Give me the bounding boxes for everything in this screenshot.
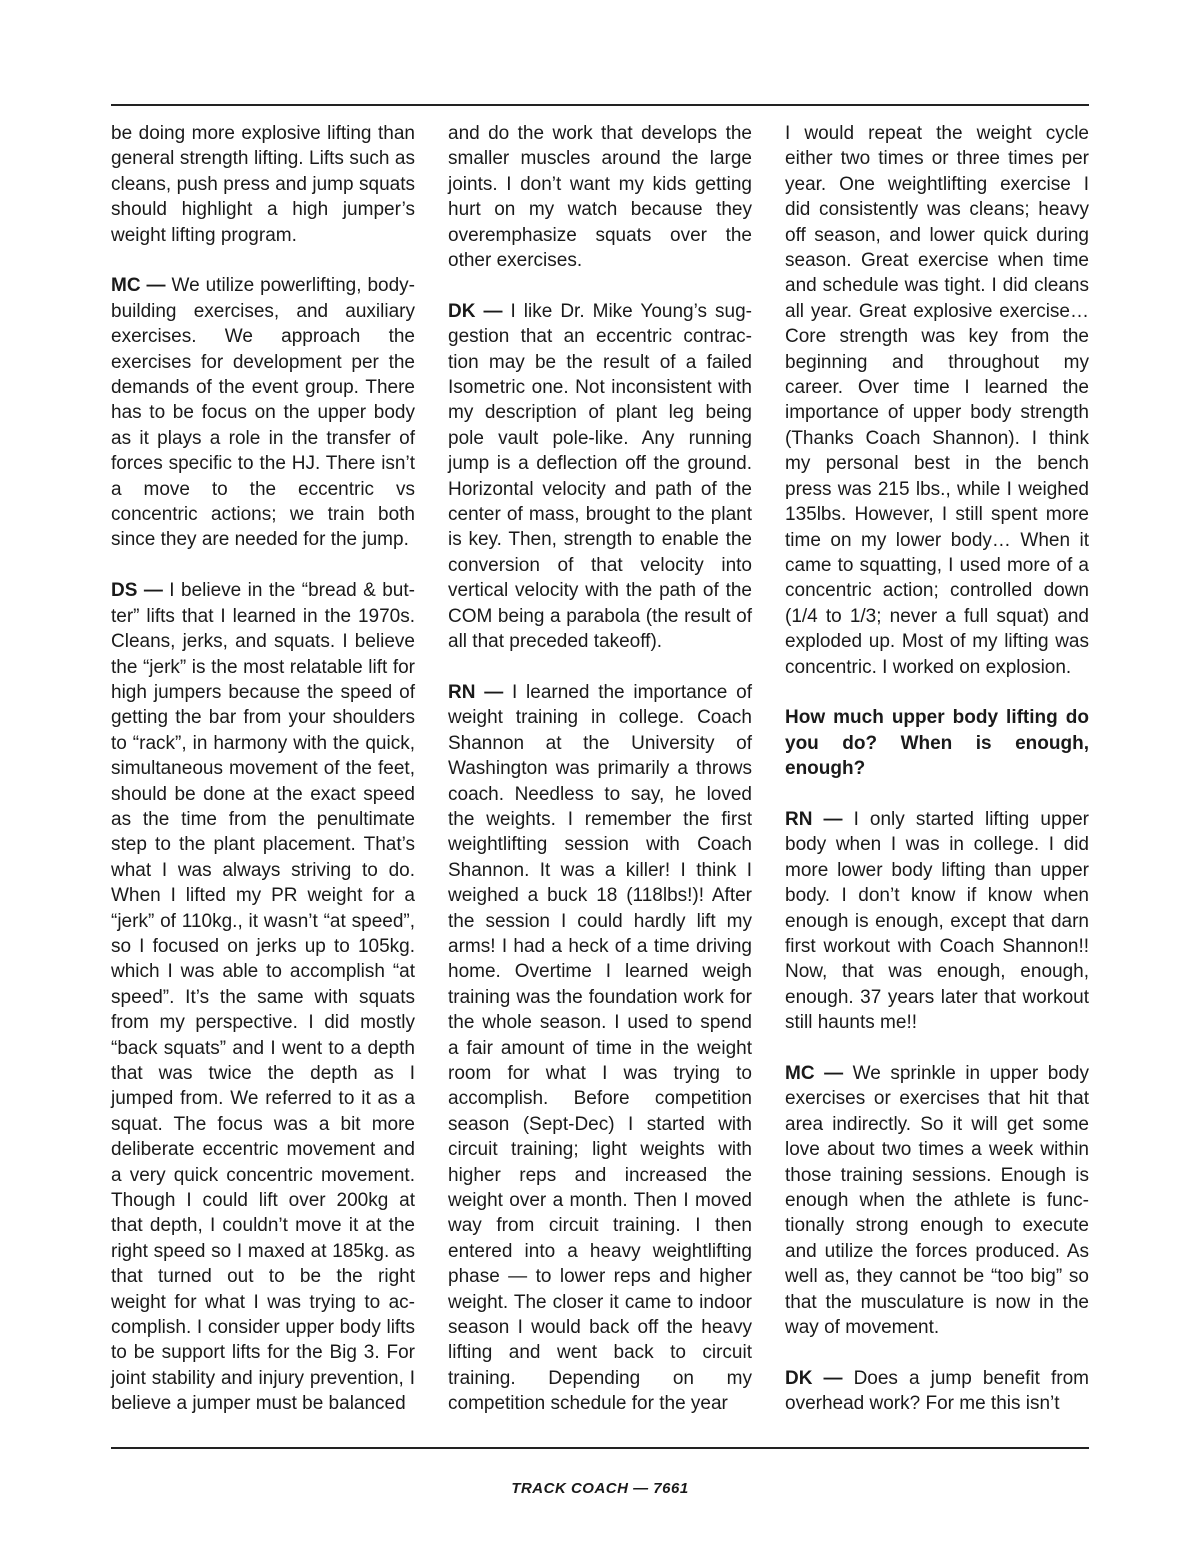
paragraph (448, 121, 752, 273)
question-heading: How much upper body lifting do you do? When is enough, enough? (785, 707, 1089, 780)
paragraph (448, 680, 752, 1417)
speaker-label: RN — (785, 808, 843, 830)
column-1 (111, 121, 415, 1417)
paragraph (785, 1366, 1089, 1417)
speaker-label: RN — (448, 681, 504, 703)
top-rule (111, 104, 1089, 106)
paragraph-text: I like Dr. Mike Young’s suggestion that an eccentric contraction may be the result of a failed Isometric one. Not inconsistent with my description of plant leg being pole vault pole-like. Any running jump is a deflection off the ground. Horizontal velocity and path of the center of mass, brought to the plant is key. Then, strength to enable the conversion of that velocity into vertical velocity with the path of the COM being a parabola (the result of all that preceded takeoff). (448, 300, 752, 653)
paragraph (785, 121, 1089, 680)
column-3 (785, 121, 1089, 1417)
paragraph (785, 1061, 1089, 1340)
page-footer: TRACK COACH — 7661 (511, 1480, 689, 1497)
column-2 (448, 121, 752, 1417)
paragraph (111, 121, 415, 248)
paragraph-text: We sprinkle in upper body exercises or exercises that hit that area indirectly. So it will get some love about two times a week within those training sessions. Enough is enough when the athlete is functionally strong enough to execute and utilize the forces produced. As well as, they cannot be “too big” so that the musculature is now in the way of movement. (785, 1062, 1090, 1339)
bottom-rule (111, 1447, 1089, 1449)
paragraph (448, 299, 752, 655)
speaker-label: DS — (111, 580, 163, 602)
paragraph-text: We utilize powerlifting, body-building exercises, and auxiliary exercises. We approach the exercises for development per the demands of the event group. There has to be focus on the upper body as it plays a role in the transfer of forces specific to the HJ. There isn’t a move to the eccentric vs concentric actions; we train both since they are needed for the jump. (111, 275, 415, 551)
paragraph-text: and do the work that develops the smaller muscles around the large joints. I don’t want my kids getting hurt on my watch because they overemphasize squats over the other exercises. (448, 123, 752, 272)
paragraph (111, 273, 415, 552)
paragraph (785, 807, 1089, 1036)
paragraph-text: Does a jump benefit from overhead work? For me this isn’t (785, 1367, 1089, 1415)
paragraph-text: I learned the importance of weight training in college. Coach Shannon at the University of Washington was primarily a throws coach. Needless to say, he loved the weights. I remember the first weightlifting session with Coach Shannon. It was a killer! I think I weighed a buck 18 (118lbs!)! After the session I could hardly lift my arms! I had a heck of a time driving home. Overtime I learned weigh training was the foundation work for the whole season. I used to spend a fair amount of time in the weight room for what I was trying to accomplish. Before competition season (Sept-Dec) I started with circuit training; light weights with higher reps and increased the weight over a month. Then I moved way from circuit training. I then entered into a heavy weightlifting phase — to lower reps and higher weight. The closer it came to indoor season I would back off the heavy lifting and went back to circuit training. Depending on my competition schedule for the year (448, 681, 752, 1415)
paragraph-text: I believe in the “bread & butter” lifts that I learned in the 1970s. Cleans, jerks, and squats. I believe the “jerk” is the most relatable lift for high jumpers because the speed of getting the bar from your shoulders to “rack”, in harmony with the quick, simultaneous movement of the feet, should be done at the exact speed as the time from the penultimate step to the plant placement. That’s what I was always striving to do. When I lifted my PR weight for a “jerk” of 110kg., it wasn’t “at speed”, so I focused on jerks up to 105kg. which I was able to accomplish “at speed”. It’s the same with squats from my perspective. I did mostly “back squats” and I went to a depth that was twice the depth as I jumped from. We referred to it as a squat. The focus was a bit more deliberate eccentric movement and a very quick concentric movement. Though I could lift over 200kg at that depth, I couldn’t move it at the right speed so I maxed at 185kg. as that turned out to be the right weight for what I was trying to accomplish. I consider upper body lifts to be support lifts for the Big 3. For joint stability and injury prevention, I believe a jumper must be balanced (111, 580, 415, 1415)
paragraph-text: I only started lifting upper body when I was in college. I did more lower body lifting than upper body. I don’t know if know when enough is enough, except that darn first workout with Coach Shannon!! Now, that was enough, enough, enough. 37 years later that workout still haunts me!! (785, 808, 1089, 1034)
speaker-label: MC — (111, 275, 166, 297)
paragraph (111, 578, 415, 1416)
paragraph-text: I would repeat the weight cycle either two times or three times per year. One weightlifting exercise I did consistently was cleans; heavy off season, and lower quick during season. Great exercise when time and schedule was tight. I did cleans all year. Great explosive exercise… Core strength was key from the beginning and throughout my career. Over time I learned the importance of upper body strength (Thanks Coach Shannon). I think my personal best in the bench press was 215 lbs., while I weighed 135lbs. However, I still spent more time on my lower body… When it came to squatting, I used more of a concentric action; controlled down (1/4 to 1/3; never a full squat) and exploded up. Most of my lifting was concentric. I worked on explosion. (785, 123, 1089, 678)
speaker-label: DK — (448, 300, 503, 322)
paragraph-text: be doing more explosive lifting than general strength lifting. Lifts such as cleans, push press and jump squats should highlight a high jumper’s weight lifting program. (111, 123, 415, 246)
speaker-label: MC — (785, 1062, 844, 1084)
speaker-label: DK — (785, 1367, 843, 1389)
